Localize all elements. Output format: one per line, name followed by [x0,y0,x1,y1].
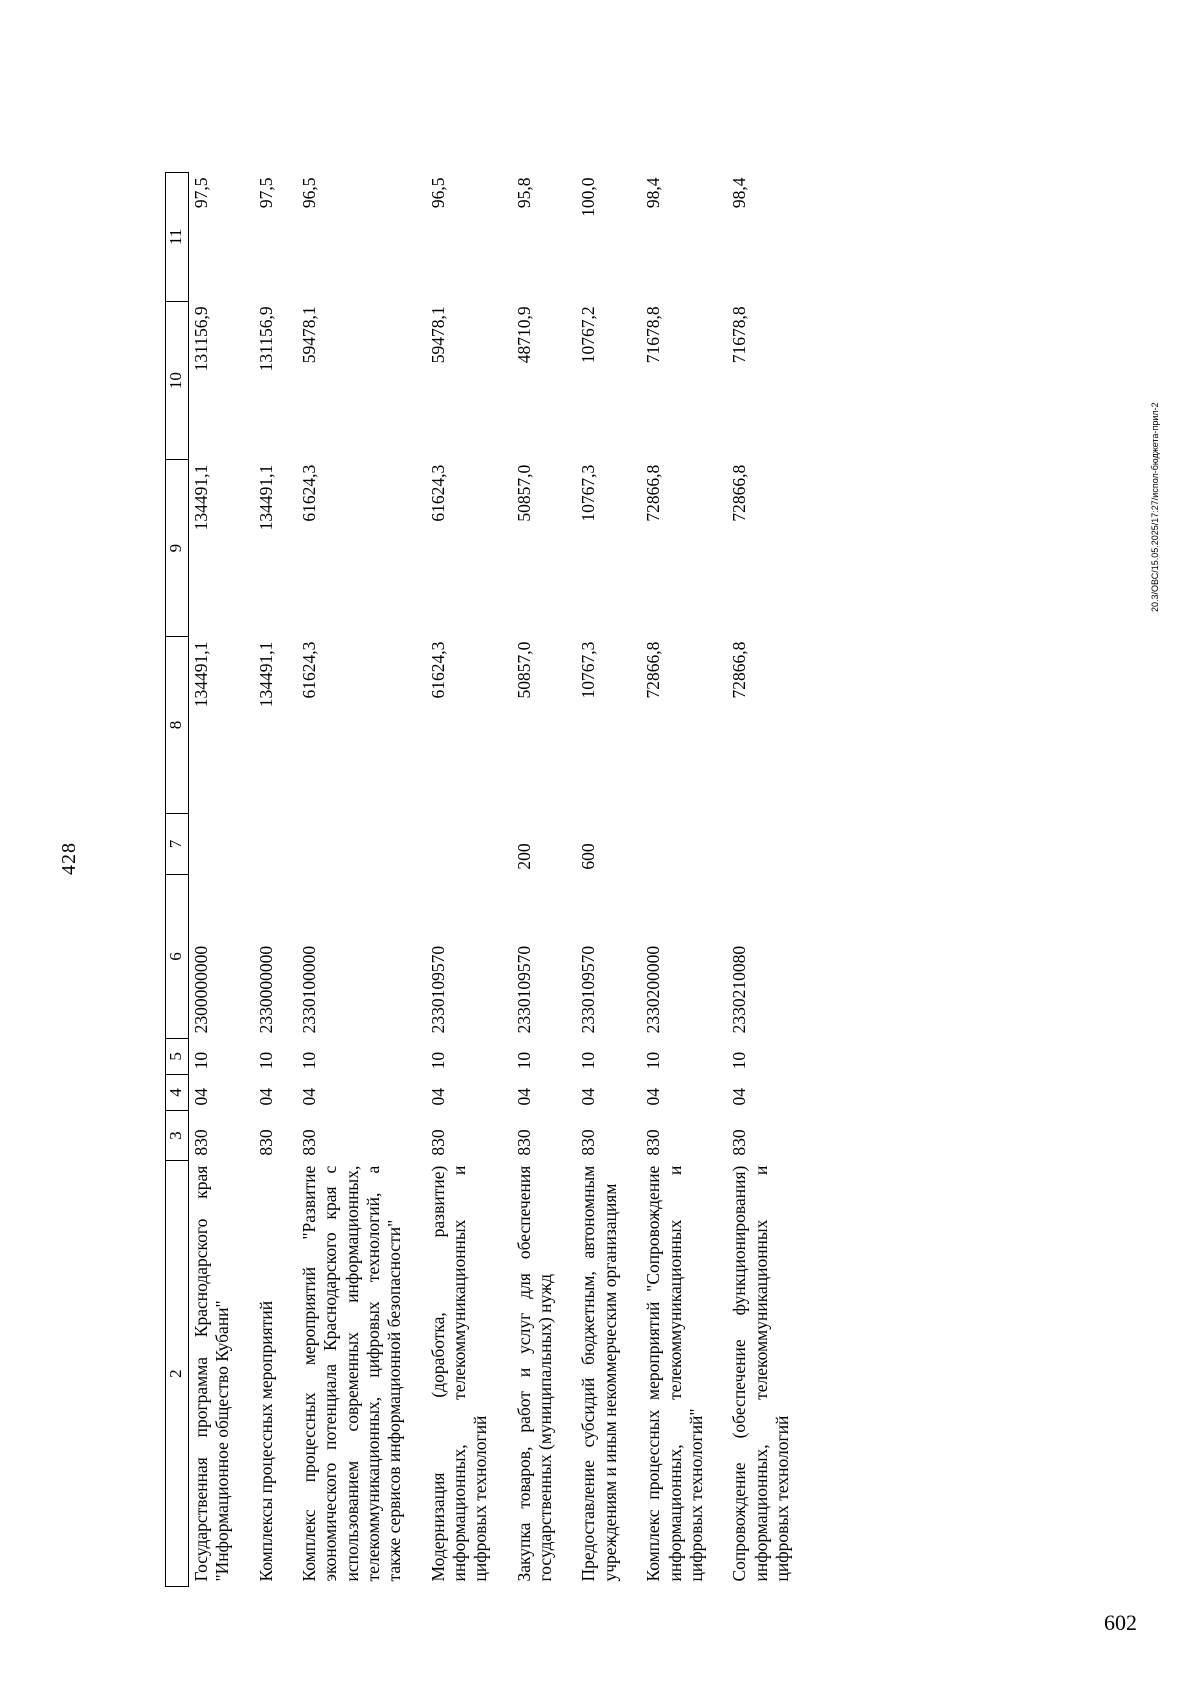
cell-c4: 04 [729,1087,750,1106]
column-header: 2 [166,1161,189,1587]
cell-c10: 48710,9 [513,306,534,364]
cell-c8: 72866,8 [643,641,664,699]
page-number-top: 428 [58,842,80,875]
table-row [189,173,254,1587]
cell-c7 [189,813,254,874]
cell-c7 [426,813,512,874]
cell-c5: 10 [729,1051,750,1070]
cell-c10: 131156,9 [191,306,211,372]
cell-c5: 10 [191,1051,211,1070]
cell-c6: 2330109570 [513,945,534,1034]
cell-c4: 04 [643,1087,664,1106]
cell-c10: 71678,8 [729,306,750,364]
cell-c4: 04 [427,1087,448,1106]
cell-c9: 10767,3 [578,464,599,522]
table-row [512,173,577,1587]
cell-c7 [727,813,813,874]
cell-c10: 10767,2 [578,306,599,364]
cell-c11: 97,5 [191,177,211,209]
cell-c9: 72866,8 [729,464,750,522]
page-number-bottom: 602 [1104,1610,1137,1635]
cell-c5: 10 [299,1051,320,1070]
cell-c7 [641,813,727,874]
column-header: 4 [166,1074,189,1110]
cell-c11: 98,4 [643,177,664,209]
cell-c5: 10 [255,1051,276,1070]
cell-c3: 830 [299,1129,320,1156]
cell-c8: 134491,1 [191,641,211,708]
row-name-cell: Модернизация (доработка, развитие) информационных, телекоммуникационных и цифровых технологий [427,1165,491,1582]
cell-c10: 71678,8 [643,306,664,364]
table-header-row [166,173,189,1587]
cell-c9: 134491,1 [191,464,211,531]
cell-c8: 134491,1 [255,641,276,708]
cell-c9: 61624,3 [427,464,448,522]
cell-c11: 100,0 [578,177,599,217]
cell-c4: 04 [299,1087,320,1106]
cell-c9: 134491,1 [255,464,276,531]
column-header: 11 [166,173,189,302]
cell-c11: 98,4 [729,177,750,209]
table-row [297,173,426,1587]
cell-c4: 04 [578,1087,599,1106]
row-name-cell: Комплекс процессных мероприятий "Развитие экономического потенциала Краснодарского края с использованием современных информационных, телекоммуникационных, цифровых технологий, а также сервисов информационной безопасности" [299,1165,405,1582]
row-name-cell: Комплексы процессных мероприятий [255,1300,276,1582]
row-name-cell: Комплекс процессных мероприятий "Сопровождение информационных, телекоммуникационных и цифровых технологий" [643,1165,706,1582]
table-row [727,173,813,1587]
cell-c7 [254,813,297,874]
cell-c10: 59478,1 [427,306,448,364]
cell-c3: 830 [427,1129,448,1156]
cell-c6: 2330109570 [427,945,448,1034]
cell-c9: 72866,8 [643,464,664,522]
cell-c8: 50857,0 [513,641,534,699]
cell-c4: 04 [513,1087,534,1106]
cell-c4: 04 [191,1087,211,1106]
cell-c10: 131156,9 [255,306,276,372]
cell-c3: 830 [643,1129,664,1156]
cell-c8: 72866,8 [729,641,750,699]
cell-c11: 95,8 [513,177,534,209]
cell-c8: 10767,3 [578,641,599,699]
cell-c11: 97,5 [255,177,276,209]
cell-c9: 50857,0 [513,464,534,522]
column-header: 10 [166,301,189,459]
cell-c5: 10 [427,1051,448,1070]
cell-c11: 96,5 [427,177,448,209]
cell-c6: 2330000000 [255,945,276,1034]
cell-c3: 830 [513,1129,534,1156]
row-name-cell: Закупка товаров, работ и услуг для обеспечения государственных (муниципальных) нужд [513,1165,556,1582]
cell-c4: 04 [255,1087,276,1106]
cell-c8: 61624,3 [299,641,320,699]
cell-c6: 2330210080 [729,945,750,1034]
cell-c3: 830 [729,1129,750,1156]
cell-c6: 2300000000 [191,945,211,1034]
cell-c6: 2330100000 [299,945,320,1034]
row-name-cell: Предоставление субсидий бюджетным, автономным учреждениям и иным некоммерческим организациям [578,1165,620,1582]
column-header: 6 [166,875,189,1039]
row-name-cell: Сопровождение (обеспечение функционирования) информационных, телекоммуникационных и цифровых технологий [729,1165,792,1582]
cell-c5: 10 [513,1051,534,1070]
column-header: 9 [166,460,189,637]
cell-c11: 96,5 [299,177,320,209]
table-row [426,173,512,1587]
cell-c3: 830 [191,1129,211,1156]
cell-c5: 10 [578,1051,599,1070]
cell-c5: 10 [643,1051,664,1070]
column-header: 7 [166,813,189,874]
budget-table [165,172,813,1587]
cell-c10: 59478,1 [299,306,320,364]
cell-c3: 830 [255,1129,276,1156]
cell-c9: 61624,3 [299,464,320,522]
table-row [254,173,297,1587]
row-name-cell: Государственная программа Краснодарского края "Информационное общество Кубани" [191,1165,233,1582]
column-header: 8 [166,637,189,814]
table-row [576,173,641,1587]
cell-c6: 2330109570 [578,945,599,1034]
footer-path: 20.3/ОВС/15.05.2025/17:27/испол-бюджета-прил-2 [1150,402,1160,612]
table-row [641,173,727,1587]
column-header: 3 [166,1110,189,1160]
column-header: 5 [166,1038,189,1074]
cell-c7: 600 [578,843,599,870]
cell-c7: 200 [513,843,534,870]
cell-c8: 61624,3 [427,641,448,699]
cell-c3: 830 [578,1129,599,1156]
cell-c7 [297,813,426,874]
cell-c6: 2330200000 [643,945,664,1034]
